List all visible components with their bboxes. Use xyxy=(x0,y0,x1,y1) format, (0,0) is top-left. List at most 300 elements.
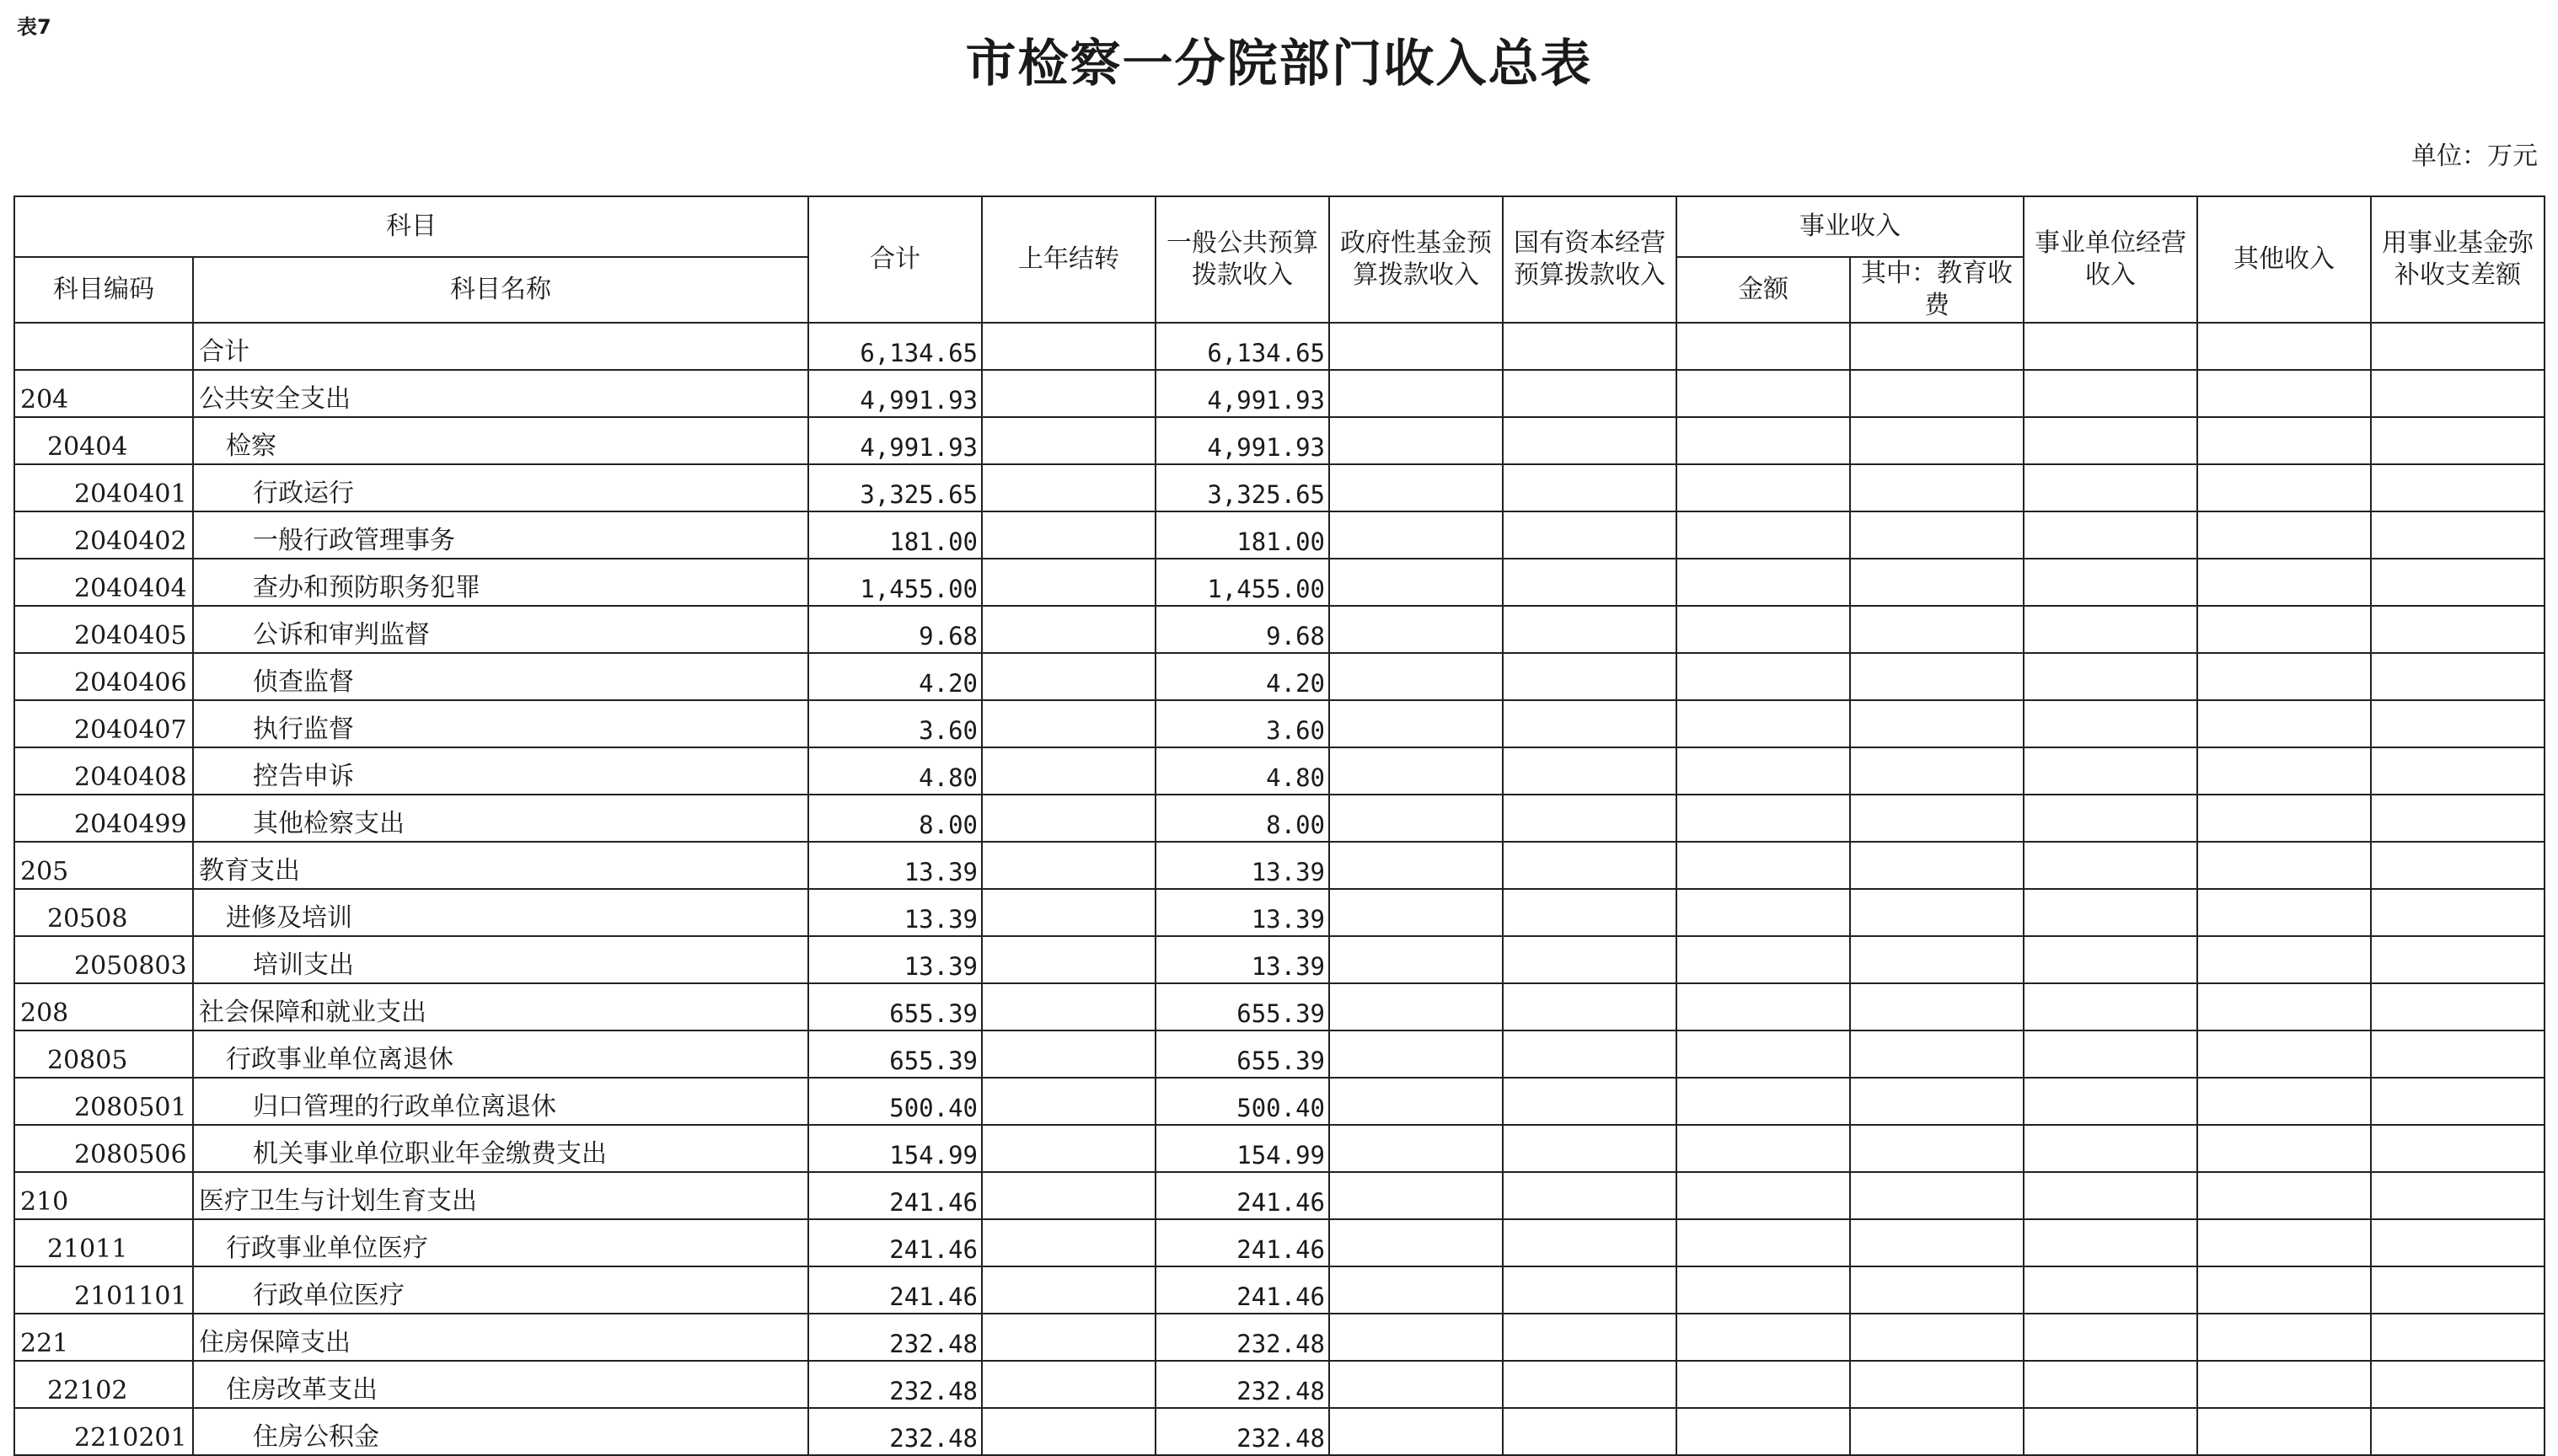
row-fund-supplement xyxy=(2371,842,2545,889)
row-gov-fund xyxy=(1329,370,1503,417)
row-state-capital xyxy=(1503,795,1676,842)
row-code: 221 xyxy=(14,1314,193,1361)
row-unit-operating xyxy=(2024,1266,2197,1314)
row-edu-fee xyxy=(1850,1408,2024,1455)
row-state-capital xyxy=(1503,1030,1676,1078)
row-carryover xyxy=(982,1172,1156,1219)
row-gov-fund xyxy=(1329,559,1503,606)
row-business-amount xyxy=(1676,1030,1850,1078)
row-code: 205 xyxy=(14,842,193,889)
table-row xyxy=(14,1125,2545,1172)
row-fund-supplement xyxy=(2371,323,2545,370)
row-edu-fee xyxy=(1850,464,2024,511)
row-name: 控告申诉 xyxy=(193,747,808,795)
row-fund-supplement xyxy=(2371,1361,2545,1408)
row-code: 2210201 xyxy=(14,1408,193,1455)
row-name: 查办和预防职务犯罪 xyxy=(193,559,808,606)
table-row xyxy=(14,464,2545,511)
row-unit-operating xyxy=(2024,417,2197,464)
table-row xyxy=(14,1030,2545,1078)
row-general-budget: 241.46 xyxy=(1156,1172,1329,1219)
row-total: 232.48 xyxy=(808,1314,982,1361)
row-unit-operating xyxy=(2024,936,2197,983)
header-code: 科目编码 xyxy=(14,257,193,323)
row-unit-operating xyxy=(2024,1408,2197,1455)
row-unit-operating xyxy=(2024,795,2197,842)
row-gov-fund xyxy=(1329,747,1503,795)
row-name: 医疗卫生与计划生育支出 xyxy=(193,1172,808,1219)
row-code: 2040402 xyxy=(14,511,193,559)
row-general-budget: 655.39 xyxy=(1156,1030,1329,1078)
row-code: 21011 xyxy=(14,1219,193,1266)
row-total: 3,325.65 xyxy=(808,464,982,511)
row-code: 2101101 xyxy=(14,1266,193,1314)
header-total: 合计 xyxy=(808,196,982,323)
row-general-budget: 4.20 xyxy=(1156,653,1329,700)
table-row xyxy=(14,653,2545,700)
row-carryover xyxy=(982,511,1156,559)
row-total: 6,134.65 xyxy=(808,323,982,370)
row-other-income xyxy=(2197,700,2371,747)
row-carryover xyxy=(982,1361,1156,1408)
row-general-budget: 154.99 xyxy=(1156,1125,1329,1172)
row-carryover xyxy=(982,323,1156,370)
row-code: 2040404 xyxy=(14,559,193,606)
table-row xyxy=(14,1078,2545,1125)
row-general-budget: 4,991.93 xyxy=(1156,370,1329,417)
row-gov-fund xyxy=(1329,1314,1503,1361)
row-unit-operating xyxy=(2024,1314,2197,1361)
row-other-income xyxy=(2197,747,2371,795)
table-row xyxy=(14,936,2545,983)
unit-label: 单位：万元 xyxy=(2411,142,2538,171)
row-other-income xyxy=(2197,1078,2371,1125)
row-total: 9.68 xyxy=(808,606,982,653)
row-business-amount xyxy=(1676,983,1850,1030)
row-other-income xyxy=(2197,511,2371,559)
row-fund-supplement xyxy=(2371,511,2545,559)
row-code xyxy=(14,323,193,370)
row-total: 4,991.93 xyxy=(808,417,982,464)
row-name: 公诉和审判监督 xyxy=(193,606,808,653)
row-fund-supplement xyxy=(2371,1078,2545,1125)
table-row xyxy=(14,1314,2545,1361)
row-carryover xyxy=(982,464,1156,511)
row-unit-operating xyxy=(2024,1219,2197,1266)
row-name: 行政运行 xyxy=(193,464,808,511)
row-fund-supplement xyxy=(2371,417,2545,464)
row-carryover xyxy=(982,370,1156,417)
row-total: 181.00 xyxy=(808,511,982,559)
row-carryover xyxy=(982,1219,1156,1266)
row-gov-fund xyxy=(1329,700,1503,747)
table-row xyxy=(14,983,2545,1030)
row-code: 2040401 xyxy=(14,464,193,511)
row-unit-operating xyxy=(2024,1172,2197,1219)
table-row xyxy=(14,842,2545,889)
row-gov-fund xyxy=(1329,417,1503,464)
row-business-amount xyxy=(1676,1361,1850,1408)
row-business-amount xyxy=(1676,1408,1850,1455)
row-carryover xyxy=(982,795,1156,842)
row-general-budget: 1,455.00 xyxy=(1156,559,1329,606)
row-fund-supplement xyxy=(2371,606,2545,653)
header-fund-supplement: 用事业基金弥补收支差额 xyxy=(2371,196,2545,323)
header-name: 科目名称 xyxy=(193,257,808,323)
row-gov-fund xyxy=(1329,795,1503,842)
row-other-income xyxy=(2197,653,2371,700)
row-state-capital xyxy=(1503,1172,1676,1219)
row-edu-fee xyxy=(1850,936,2024,983)
row-carryover xyxy=(982,936,1156,983)
table-row xyxy=(14,1408,2545,1455)
row-edu-fee xyxy=(1850,1219,2024,1266)
row-other-income xyxy=(2197,795,2371,842)
row-business-amount xyxy=(1676,1172,1850,1219)
table-row xyxy=(14,1172,2545,1219)
row-total: 4.20 xyxy=(808,653,982,700)
row-name: 归口管理的行政单位离退休 xyxy=(193,1078,808,1125)
row-edu-fee xyxy=(1850,1172,2024,1219)
row-state-capital xyxy=(1503,323,1676,370)
row-business-amount xyxy=(1676,606,1850,653)
row-other-income xyxy=(2197,323,2371,370)
row-gov-fund xyxy=(1329,1219,1503,1266)
header-edu-fee: 其中：教育收费 xyxy=(1850,257,2024,323)
row-total: 13.39 xyxy=(808,842,982,889)
row-business-amount xyxy=(1676,323,1850,370)
row-code: 20805 xyxy=(14,1030,193,1078)
row-edu-fee xyxy=(1850,653,2024,700)
row-edu-fee xyxy=(1850,983,2024,1030)
row-carryover xyxy=(982,417,1156,464)
row-carryover xyxy=(982,1266,1156,1314)
row-name: 社会保障和就业支出 xyxy=(193,983,808,1030)
row-name: 行政事业单位离退休 xyxy=(193,1030,808,1078)
row-other-income xyxy=(2197,1219,2371,1266)
table-row xyxy=(14,889,2545,936)
table-row xyxy=(14,1361,2545,1408)
row-state-capital xyxy=(1503,606,1676,653)
row-gov-fund xyxy=(1329,889,1503,936)
row-edu-fee xyxy=(1850,606,2024,653)
row-other-income xyxy=(2197,464,2371,511)
row-general-budget: 9.68 xyxy=(1156,606,1329,653)
row-fund-supplement xyxy=(2371,1030,2545,1078)
row-general-budget: 181.00 xyxy=(1156,511,1329,559)
row-edu-fee xyxy=(1850,1125,2024,1172)
row-other-income xyxy=(2197,1172,2371,1219)
row-business-amount xyxy=(1676,511,1850,559)
row-business-amount xyxy=(1676,1314,1850,1361)
row-state-capital xyxy=(1503,511,1676,559)
row-other-income xyxy=(2197,842,2371,889)
row-carryover xyxy=(982,889,1156,936)
row-carryover xyxy=(982,700,1156,747)
row-gov-fund xyxy=(1329,1266,1503,1314)
row-state-capital xyxy=(1503,983,1676,1030)
header-amount: 金额 xyxy=(1676,257,1850,323)
table-body xyxy=(14,323,2545,1455)
row-code: 22102 xyxy=(14,1361,193,1408)
row-unit-operating xyxy=(2024,1030,2197,1078)
table-row xyxy=(14,417,2545,464)
table-row xyxy=(14,559,2545,606)
row-unit-operating xyxy=(2024,323,2197,370)
row-state-capital xyxy=(1503,889,1676,936)
row-other-income xyxy=(2197,370,2371,417)
row-gov-fund xyxy=(1329,936,1503,983)
row-edu-fee xyxy=(1850,842,2024,889)
row-name: 住房改革支出 xyxy=(193,1361,808,1408)
row-fund-supplement xyxy=(2371,1408,2545,1455)
row-carryover xyxy=(982,983,1156,1030)
header-other-income: 其他收入 xyxy=(2197,196,2371,323)
row-fund-supplement xyxy=(2371,1314,2545,1361)
row-code: 2050803 xyxy=(14,936,193,983)
row-total: 500.40 xyxy=(808,1078,982,1125)
table-row xyxy=(14,795,2545,842)
row-other-income xyxy=(2197,1125,2371,1172)
row-fund-supplement xyxy=(2371,1172,2545,1219)
row-gov-fund xyxy=(1329,323,1503,370)
row-edu-fee xyxy=(1850,1361,2024,1408)
row-general-budget: 232.48 xyxy=(1156,1314,1329,1361)
row-edu-fee xyxy=(1850,747,2024,795)
row-state-capital xyxy=(1503,936,1676,983)
row-total: 232.48 xyxy=(808,1361,982,1408)
row-gov-fund xyxy=(1329,1361,1503,1408)
row-business-amount xyxy=(1676,842,1850,889)
row-state-capital xyxy=(1503,700,1676,747)
row-fund-supplement xyxy=(2371,370,2545,417)
row-code: 2040407 xyxy=(14,700,193,747)
table-row xyxy=(14,700,2545,747)
row-edu-fee xyxy=(1850,559,2024,606)
row-state-capital xyxy=(1503,1408,1676,1455)
row-gov-fund xyxy=(1329,1172,1503,1219)
row-edu-fee xyxy=(1850,700,2024,747)
row-edu-fee xyxy=(1850,795,2024,842)
table-row xyxy=(14,1219,2545,1266)
row-fund-supplement xyxy=(2371,653,2545,700)
row-other-income xyxy=(2197,1314,2371,1361)
row-general-budget: 241.46 xyxy=(1156,1266,1329,1314)
row-fund-supplement xyxy=(2371,700,2545,747)
row-business-amount xyxy=(1676,795,1850,842)
table-row xyxy=(14,606,2545,653)
row-carryover xyxy=(982,1314,1156,1361)
row-business-amount xyxy=(1676,370,1850,417)
row-edu-fee xyxy=(1850,1030,2024,1078)
row-edu-fee xyxy=(1850,889,2024,936)
header-unit-operating: 事业单位经营收入 xyxy=(2024,196,2197,323)
row-carryover xyxy=(982,1408,1156,1455)
row-name: 住房公积金 xyxy=(193,1408,808,1455)
row-state-capital xyxy=(1503,747,1676,795)
row-edu-fee xyxy=(1850,1078,2024,1125)
row-unit-operating xyxy=(2024,559,2197,606)
row-gov-fund xyxy=(1329,1078,1503,1125)
row-general-budget: 6,134.65 xyxy=(1156,323,1329,370)
row-unit-operating xyxy=(2024,842,2197,889)
row-fund-supplement xyxy=(2371,1125,2545,1172)
row-other-income xyxy=(2197,1266,2371,1314)
row-general-budget: 232.48 xyxy=(1156,1361,1329,1408)
row-code: 2040408 xyxy=(14,747,193,795)
row-general-budget: 655.39 xyxy=(1156,983,1329,1030)
row-state-capital xyxy=(1503,370,1676,417)
row-unit-operating xyxy=(2024,511,2197,559)
row-fund-supplement xyxy=(2371,889,2545,936)
row-business-amount xyxy=(1676,464,1850,511)
row-business-amount xyxy=(1676,1078,1850,1125)
header-state-capital: 国有资本经营预算拨款收入 xyxy=(1503,196,1676,323)
row-business-amount xyxy=(1676,653,1850,700)
row-state-capital xyxy=(1503,559,1676,606)
row-total: 655.39 xyxy=(808,983,982,1030)
row-unit-operating xyxy=(2024,747,2197,795)
header-carryover: 上年结转 xyxy=(982,196,1156,323)
row-state-capital xyxy=(1503,1125,1676,1172)
row-gov-fund xyxy=(1329,1125,1503,1172)
income-summary-table xyxy=(13,195,2545,1456)
row-state-capital xyxy=(1503,464,1676,511)
row-carryover xyxy=(982,1125,1156,1172)
row-other-income xyxy=(2197,606,2371,653)
row-general-budget: 13.39 xyxy=(1156,936,1329,983)
row-name: 检察 xyxy=(193,417,808,464)
row-fund-supplement xyxy=(2371,936,2545,983)
table-row xyxy=(14,323,2545,370)
row-fund-supplement xyxy=(2371,1219,2545,1266)
row-code: 2040406 xyxy=(14,653,193,700)
row-code: 20508 xyxy=(14,889,193,936)
row-other-income xyxy=(2197,936,2371,983)
row-total: 4.80 xyxy=(808,747,982,795)
row-edu-fee xyxy=(1850,370,2024,417)
row-other-income xyxy=(2197,559,2371,606)
row-state-capital xyxy=(1503,842,1676,889)
row-fund-supplement xyxy=(2371,747,2545,795)
row-total: 154.99 xyxy=(808,1125,982,1172)
row-business-amount xyxy=(1676,559,1850,606)
table-row xyxy=(14,370,2545,417)
row-name: 侦查监督 xyxy=(193,653,808,700)
table-row xyxy=(14,511,2545,559)
row-state-capital xyxy=(1503,1078,1676,1125)
row-unit-operating xyxy=(2024,370,2197,417)
row-other-income xyxy=(2197,1030,2371,1078)
row-gov-fund xyxy=(1329,1030,1503,1078)
row-edu-fee xyxy=(1850,1266,2024,1314)
row-other-income xyxy=(2197,1361,2371,1408)
row-name: 教育支出 xyxy=(193,842,808,889)
row-state-capital xyxy=(1503,653,1676,700)
row-gov-fund xyxy=(1329,842,1503,889)
row-total: 13.39 xyxy=(808,889,982,936)
row-fund-supplement xyxy=(2371,559,2545,606)
row-total: 241.46 xyxy=(808,1266,982,1314)
row-name: 行政事业单位医疗 xyxy=(193,1219,808,1266)
row-code: 20404 xyxy=(14,417,193,464)
row-state-capital xyxy=(1503,417,1676,464)
row-edu-fee xyxy=(1850,323,2024,370)
row-general-budget: 232.48 xyxy=(1156,1408,1329,1455)
row-carryover xyxy=(982,606,1156,653)
row-total: 232.48 xyxy=(808,1408,982,1455)
row-edu-fee xyxy=(1850,1314,2024,1361)
row-other-income xyxy=(2197,1408,2371,1455)
row-business-amount xyxy=(1676,747,1850,795)
row-name: 培训支出 xyxy=(193,936,808,983)
row-carryover xyxy=(982,559,1156,606)
row-general-budget: 4,991.93 xyxy=(1156,417,1329,464)
page-title: 市检察一分院部门收入总表 xyxy=(965,35,1593,94)
row-gov-fund xyxy=(1329,464,1503,511)
row-fund-supplement xyxy=(2371,983,2545,1030)
row-carryover xyxy=(982,1078,1156,1125)
row-unit-operating xyxy=(2024,606,2197,653)
row-name: 公共安全支出 xyxy=(193,370,808,417)
row-fund-supplement xyxy=(2371,795,2545,842)
row-name: 执行监督 xyxy=(193,700,808,747)
row-unit-operating xyxy=(2024,1125,2197,1172)
row-general-budget: 13.39 xyxy=(1156,842,1329,889)
row-fund-supplement xyxy=(2371,464,2545,511)
row-business-amount xyxy=(1676,889,1850,936)
row-general-budget: 500.40 xyxy=(1156,1078,1329,1125)
row-total: 1,455.00 xyxy=(808,559,982,606)
row-total: 655.39 xyxy=(808,1030,982,1078)
row-fund-supplement xyxy=(2371,1266,2545,1314)
row-business-amount xyxy=(1676,700,1850,747)
row-business-amount xyxy=(1676,417,1850,464)
row-general-budget: 13.39 xyxy=(1156,889,1329,936)
row-business-amount xyxy=(1676,1219,1850,1266)
row-business-amount xyxy=(1676,1125,1850,1172)
row-unit-operating xyxy=(2024,464,2197,511)
row-name: 行政单位医疗 xyxy=(193,1266,808,1314)
row-gov-fund xyxy=(1329,511,1503,559)
row-total: 13.39 xyxy=(808,936,982,983)
row-name: 住房保障支出 xyxy=(193,1314,808,1361)
row-code: 2040499 xyxy=(14,795,193,842)
table-row xyxy=(14,1266,2545,1314)
header-business-income: 事业收入 xyxy=(1676,196,2024,257)
row-carryover xyxy=(982,1030,1156,1078)
row-gov-fund xyxy=(1329,653,1503,700)
row-state-capital xyxy=(1503,1266,1676,1314)
row-unit-operating xyxy=(2024,983,2197,1030)
row-general-budget: 3.60 xyxy=(1156,700,1329,747)
row-unit-operating xyxy=(2024,653,2197,700)
row-general-budget: 4.80 xyxy=(1156,747,1329,795)
row-general-budget: 8.00 xyxy=(1156,795,1329,842)
row-code: 2040405 xyxy=(14,606,193,653)
row-name: 机关事业单位职业年金缴费支出 xyxy=(193,1125,808,1172)
row-general-budget: 3,325.65 xyxy=(1156,464,1329,511)
row-unit-operating xyxy=(2024,1078,2197,1125)
row-name: 合计 xyxy=(193,323,808,370)
row-state-capital xyxy=(1503,1314,1676,1361)
row-code: 2080506 xyxy=(14,1125,193,1172)
row-business-amount xyxy=(1676,936,1850,983)
row-state-capital xyxy=(1503,1219,1676,1266)
row-code: 2080501 xyxy=(14,1078,193,1125)
table-number: 表7 xyxy=(17,15,51,39)
row-name: 进修及培训 xyxy=(193,889,808,936)
